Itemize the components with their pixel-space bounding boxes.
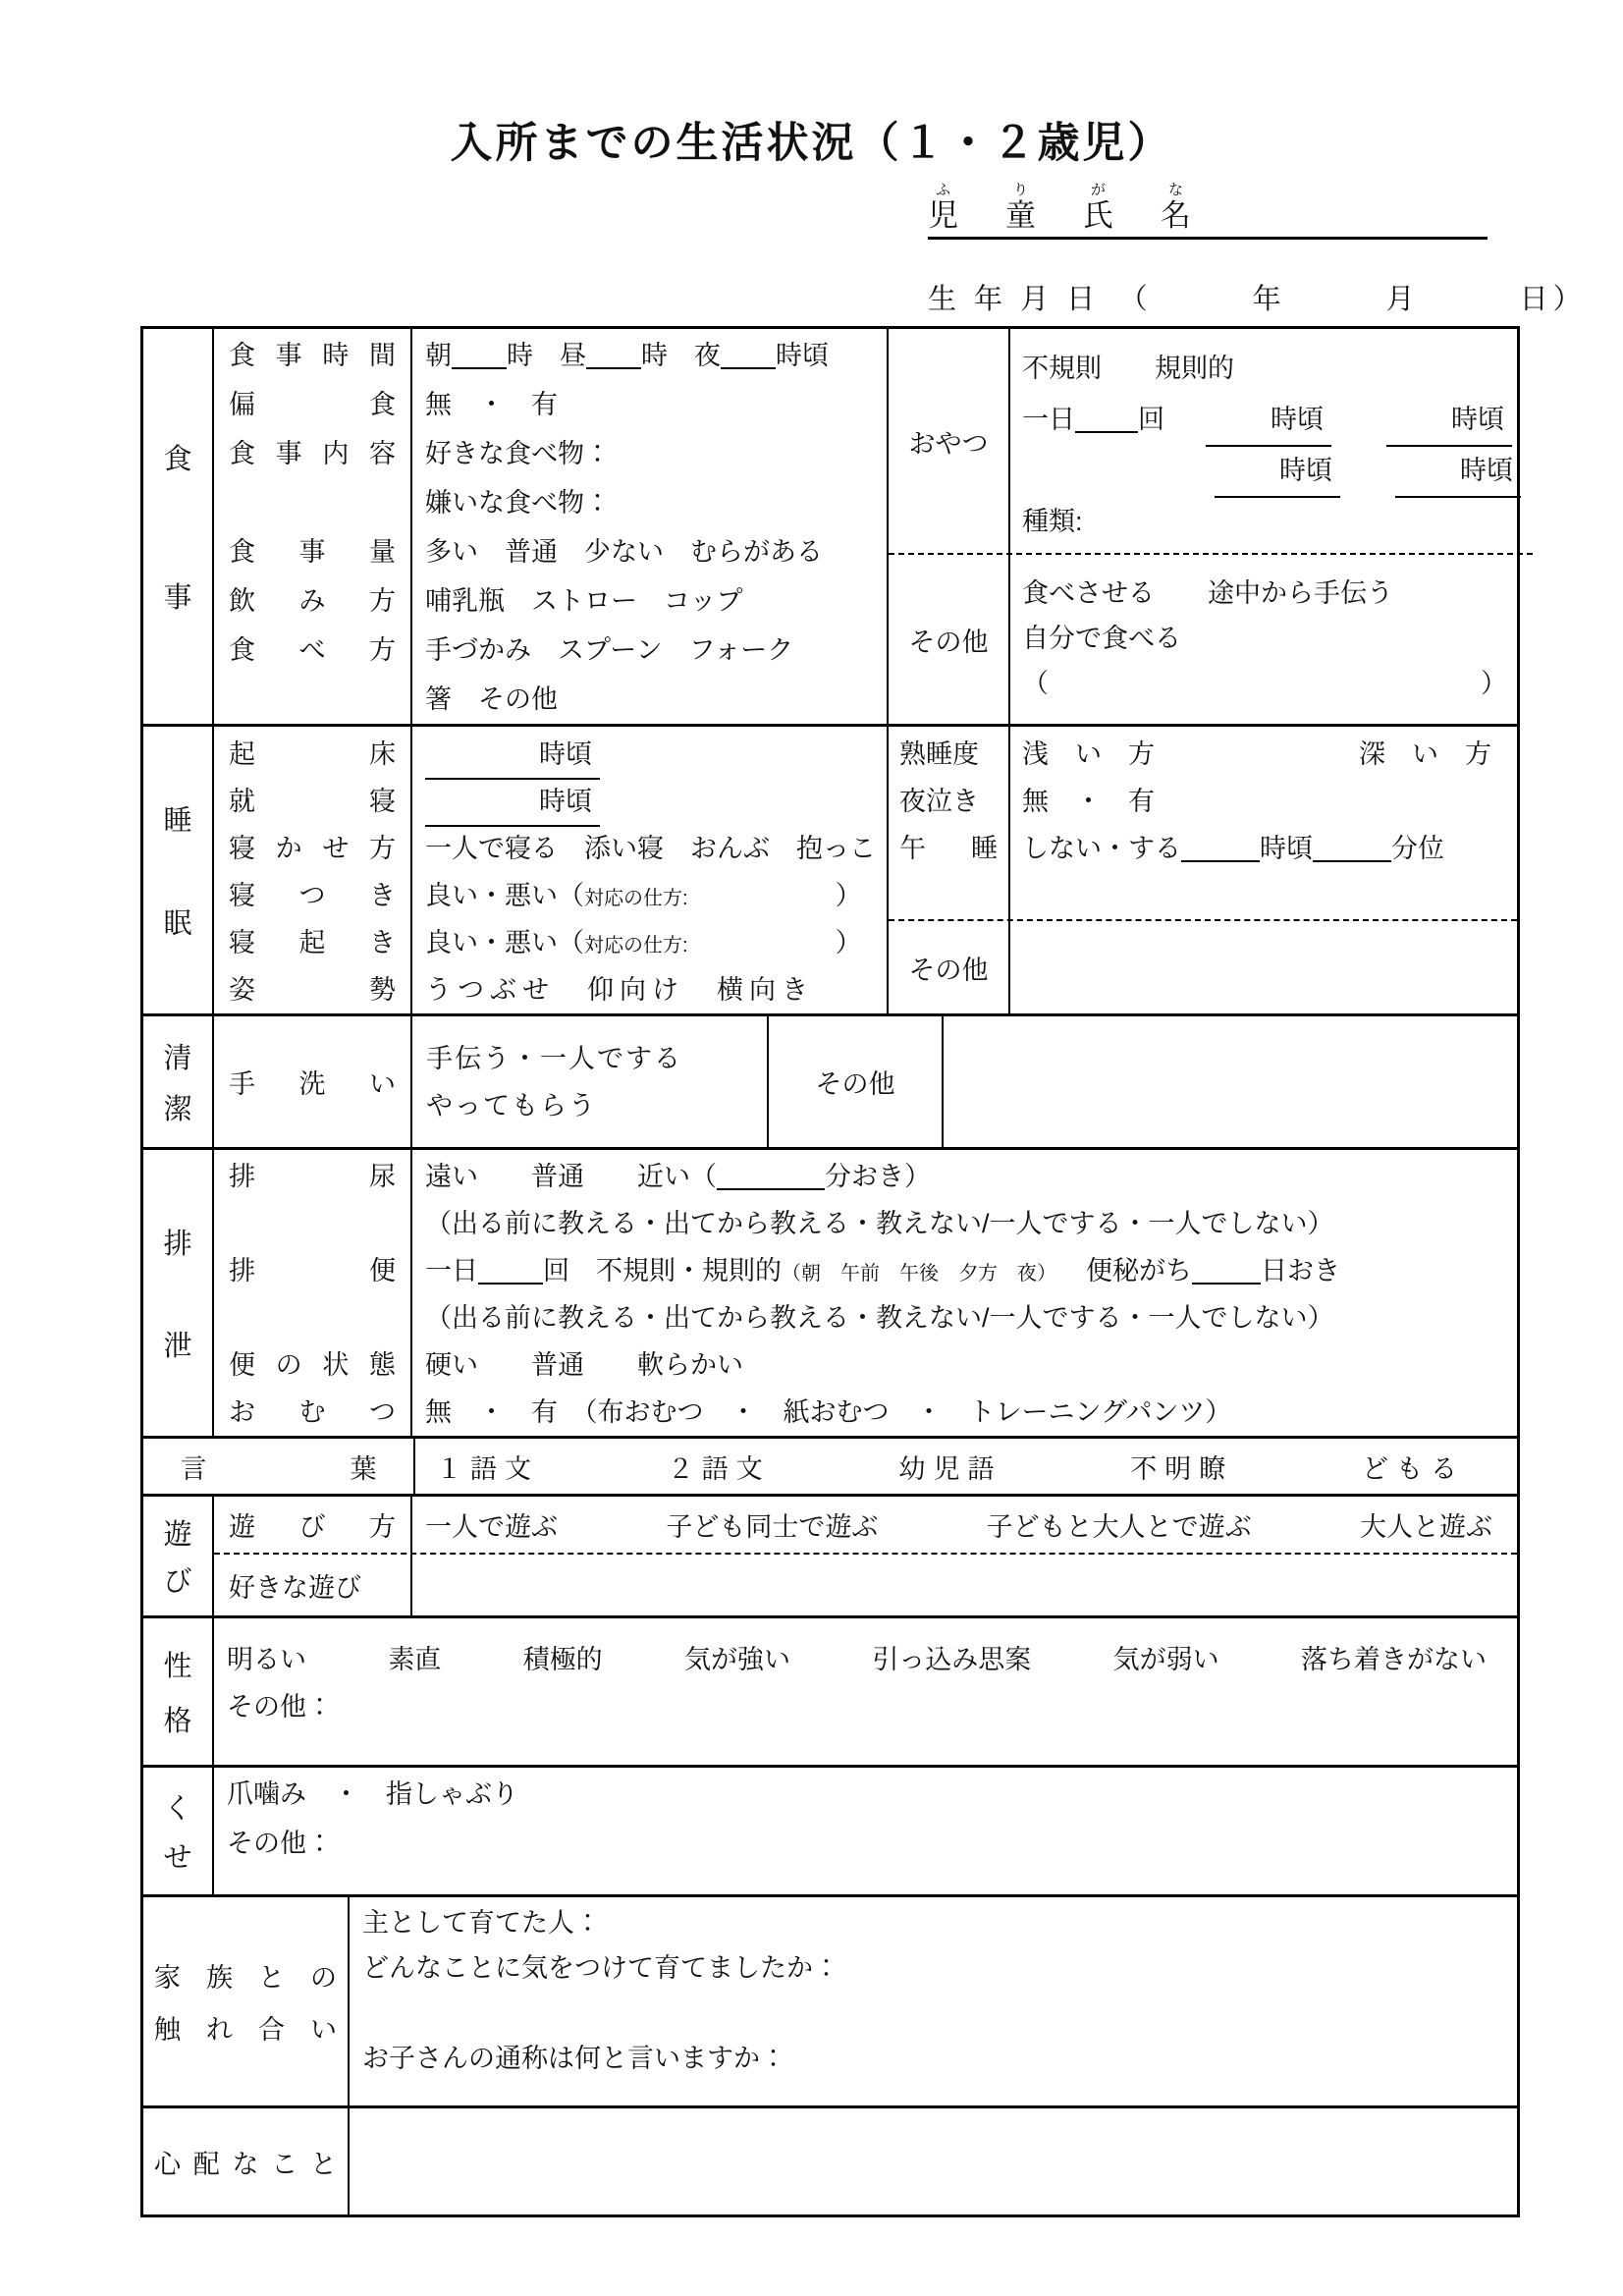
sleep-content <box>412 727 889 1013</box>
family-label-cell <box>143 1897 350 2105</box>
play-item: 一人で遊ぶ <box>425 1512 558 1542</box>
sleep-right-region <box>889 727 1517 1013</box>
liked-food-line: 好きな食べ物： <box>425 439 611 468</box>
section-habits <box>143 1768 1517 1897</box>
personality-item: 落ち着きがない <box>1300 1645 1487 1674</box>
life-status-table <box>140 326 1520 2217</box>
meal-other-row <box>889 555 1533 724</box>
language-item: １語文 <box>436 1453 539 1484</box>
main-caregiver-line: 主として育てた人： <box>362 1908 601 1938</box>
label-family-line2: 触 れ 合 い <box>154 2015 337 2045</box>
play-item: 大人と遊ぶ <box>1359 1512 1492 1542</box>
fill-time-field: 時頃 <box>1215 445 1340 498</box>
play-style-label-cell <box>214 1497 412 1553</box>
snack-times-line2 <box>1022 445 1521 496</box>
language-item: 幼児語 <box>898 1453 1002 1484</box>
fill-blank <box>452 338 507 369</box>
habits-items-line: 爪噛み ・ 指しゃぶり <box>227 1779 518 1809</box>
personality-content <box>214 1618 1517 1765</box>
fill-blank <box>478 1253 543 1285</box>
personality-items-line <box>227 1636 1504 1683</box>
label-diaper: お む つ <box>229 1397 396 1427</box>
self-feeding-line: 自分で食べる <box>1022 624 1181 653</box>
personality-item: 気が強い <box>683 1645 790 1674</box>
worries-label-cell <box>143 2108 350 2214</box>
label-posture: 姿 勢 <box>229 975 396 1005</box>
fill-blank <box>1313 831 1391 862</box>
defecation-line: 一日 回 不規則・規則的（朝 午前 午後 夕方 夜） 便秘がち 日おき <box>425 1247 1504 1294</box>
label-meal-amount: 食 事 量 <box>229 537 396 567</box>
falling-asleep-line: 良い・悪い（対応の仕方: ） <box>425 881 862 910</box>
defecation-telling-line: （出る前に教える・出てから教える・教えない/一人でする・一人でしない） <box>425 1303 1334 1333</box>
language-item: 不明瞭 <box>1130 1453 1234 1484</box>
label-handwash: 手 洗 い <box>229 1069 396 1099</box>
eating-style-line: 手づかみ スプーン フォーク <box>425 635 794 665</box>
label-stool-state: 便 の 状 態 <box>229 1350 396 1380</box>
night-crying-line: 無 ・ 有 <box>1022 787 1155 816</box>
clean-other-content <box>944 1016 1517 1147</box>
section-sleep <box>143 727 1517 1016</box>
excretion-row-labels <box>214 1150 412 1436</box>
personality-item: 素直 <box>388 1645 442 1674</box>
nap-line: しない・する 時頃 分位 <box>1022 825 1505 872</box>
name-char: な 名 <box>1161 182 1191 233</box>
label-falling-asleep: 寝 つ き <box>229 881 396 910</box>
meal-content <box>412 329 889 724</box>
section-excretion <box>143 1150 1517 1439</box>
handwash-line2: やってもらう <box>426 1090 597 1121</box>
label-waking-mood: 寝 起 き <box>229 928 396 957</box>
fill-time-field: 時頃 <box>425 778 600 827</box>
name-char: り 童 <box>1005 182 1036 233</box>
label-bedtime: 就 寝 <box>229 787 396 816</box>
label-language: 言 葉 <box>180 1453 377 1484</box>
snack-row <box>889 329 1533 555</box>
sleep-quality-row <box>889 727 1517 921</box>
label-meal-contents: 食 事 内 容 <box>229 439 396 468</box>
section-worries <box>143 2108 1517 2214</box>
feeding-paren-line: （ ） <box>1022 669 1507 698</box>
waking-mood-line: 良い・悪い（対応の仕方: ） <box>425 928 862 957</box>
fill-blank <box>721 338 776 369</box>
handwash-content <box>412 1016 769 1147</box>
label-family-line1: 家 族 と の <box>154 1963 337 1993</box>
sleep-other-label-cell: その他 <box>889 921 1010 1013</box>
meal-row-labels <box>214 329 412 724</box>
label-wakeup: 起 床 <box>229 739 396 769</box>
section-language <box>143 1439 1517 1497</box>
name-char: が 氏 <box>1083 182 1113 233</box>
label-meal-time: 食 事 時 間 <box>229 341 396 370</box>
language-item: ２語文 <box>667 1453 771 1484</box>
care-attention-line: どんなことに気をつけて育てましたか： <box>362 1953 839 1983</box>
feeding-style-line: 食べさせる 途中から手伝う <box>1022 578 1393 608</box>
sleep-right-content <box>1010 727 1517 919</box>
label-drinking-style: 飲 み 方 <box>229 586 396 616</box>
play-item: 子どもと大人とで遊ぶ <box>986 1512 1252 1542</box>
handwash-line1: 手伝う・一人でする <box>426 1043 682 1073</box>
label-food-preference: 偏 食 <box>229 390 396 419</box>
fill-time-field: 時頃 <box>1386 394 1512 447</box>
favorite-play-row <box>214 1555 1517 1615</box>
urination-interval-line: 遠い 普通 近い（ 分おき） <box>425 1153 1504 1200</box>
snack-content <box>1010 329 1533 553</box>
meal-category-label: 食 事 <box>143 329 214 724</box>
excretion-content <box>412 1150 1517 1436</box>
worries-content <box>350 2108 1517 2214</box>
fill-blank <box>586 338 641 369</box>
label-putting-to-sleep: 寝 か せ 方 <box>229 834 396 863</box>
fill-blank <box>1192 1253 1261 1285</box>
urination-telling-line: （出る前に教える・出てから教える・教えない/一人でする・一人でしない） <box>425 1209 1334 1238</box>
clean-other-label-cell: その他 <box>769 1016 944 1147</box>
excretion-category-label: 排 泄 <box>143 1150 214 1436</box>
child-name-field <box>928 183 1488 240</box>
section-cleanliness <box>143 1016 1517 1150</box>
page-title: 入所までの生活状況（１・２歳児） <box>450 120 1173 167</box>
label-worries: 心 配 な こ と <box>154 2149 337 2179</box>
favorite-play-label-cell <box>214 1555 412 1615</box>
sleep-other-row <box>889 921 1517 1013</box>
food-preference-line: 無 ・ 有 <box>425 390 558 419</box>
sleep-depth-line: 浅 い 方 深 い 方 <box>1022 739 1491 769</box>
birth-date-label: 生 年 月 日 （ 年 月 日） <box>928 284 1587 315</box>
play-item: 子ども同士で遊ぶ <box>666 1512 879 1542</box>
snack-kind-line: 種類: <box>1022 507 1083 536</box>
nickname-line: お子さんの通称は何と言いますか： <box>362 2044 786 2073</box>
habits-category-label: く せ <box>143 1768 214 1894</box>
name-char: ふ 児 <box>928 182 958 233</box>
language-item: どもる <box>1362 1453 1465 1484</box>
fill-blank <box>1075 402 1138 433</box>
play-category-label: 遊 び <box>143 1497 214 1615</box>
stool-state-line: 硬い 普通 軟らかい <box>425 1350 743 1380</box>
snack-label-cell: おやつ <box>889 329 1010 553</box>
label-favorite-play: 好きな遊び <box>229 1572 361 1603</box>
habits-content <box>214 1768 1517 1894</box>
wakeup-time-line <box>425 731 874 778</box>
sleep-row-labels <box>214 727 412 1013</box>
play-right-region <box>214 1497 1517 1615</box>
play-style-row <box>214 1497 1517 1555</box>
handwash-label-cell <box>214 1016 412 1147</box>
label-nap: 午 睡 <box>899 834 998 863</box>
personality-item: 引っ込み思案 <box>872 1645 1032 1674</box>
sleep-category-label: 睡 眠 <box>143 727 214 1013</box>
fill-blank <box>1181 831 1260 862</box>
section-play <box>143 1497 1517 1618</box>
family-content <box>350 1897 1517 2105</box>
language-content <box>415 1439 1517 1494</box>
favorite-play-content <box>412 1555 1517 1615</box>
posture-line: うつぶせ 仰向け 横向き <box>425 975 814 1005</box>
label-eating-style: 食 べ 方 <box>229 635 396 665</box>
fill-time-field: 時頃 <box>1206 394 1331 447</box>
label-defecation: 排 便 <box>229 1256 396 1285</box>
meal-other-content <box>1010 555 1533 724</box>
play-style-content <box>412 1497 1517 1553</box>
putting-to-sleep-line: 一人で寝る 添い寝 おんぶ 抱っこ <box>425 834 876 863</box>
label-night-crying: 夜泣き <box>899 787 979 816</box>
meal-right-region <box>889 329 1533 724</box>
diaper-line: 無 ・ 有 （布おむつ ・ 紙おむつ ・ トレーニングパンツ） <box>425 1397 1232 1427</box>
drinking-style-line: 哺乳瓶 ストロー コップ <box>425 586 743 616</box>
personality-item: 明るい <box>227 1645 306 1674</box>
child-name-label <box>928 183 1191 234</box>
section-personality <box>143 1618 1517 1768</box>
meal-other-label-cell: その他 <box>889 555 1010 724</box>
label-play-style: 遊 び 方 <box>229 1512 396 1542</box>
snack-times-line: 一日 回 時頃 時頃 <box>1022 394 1521 445</box>
fill-time-field: 時頃 <box>425 731 600 780</box>
meal-time-line: 朝 時 昼 時 夜 時頃 <box>425 331 874 380</box>
section-family <box>143 1897 1517 2108</box>
disliked-food-line: 嫌いな食べ物： <box>425 488 611 518</box>
personality-other-line: その他： <box>227 1692 333 1722</box>
bedtime-line <box>425 778 874 825</box>
meal-amount-line: 多い 普通 少ない むらがある <box>425 537 823 567</box>
section-meal <box>143 329 1517 727</box>
fill-blank <box>717 1159 825 1190</box>
label-urination: 排 尿 <box>229 1162 396 1191</box>
language-label-cell <box>143 1439 415 1494</box>
personality-item: 積極的 <box>522 1645 603 1674</box>
habits-other-line: その他： <box>227 1829 333 1858</box>
clean-category-label: 清 潔 <box>143 1016 214 1147</box>
personality-item: 気が弱い <box>1112 1645 1219 1674</box>
fill-time-field: 時頃 <box>1395 445 1521 498</box>
sleep-right-labels <box>889 727 1010 919</box>
personality-category-label: 性 格 <box>143 1618 214 1765</box>
label-sleep-depth: 熟睡度 <box>899 739 979 769</box>
snack-regularity-line: 不規則 規則的 <box>1022 354 1234 383</box>
eating-style-line2: 箸 その他 <box>425 684 558 714</box>
sleep-other-content <box>1010 921 1517 1013</box>
